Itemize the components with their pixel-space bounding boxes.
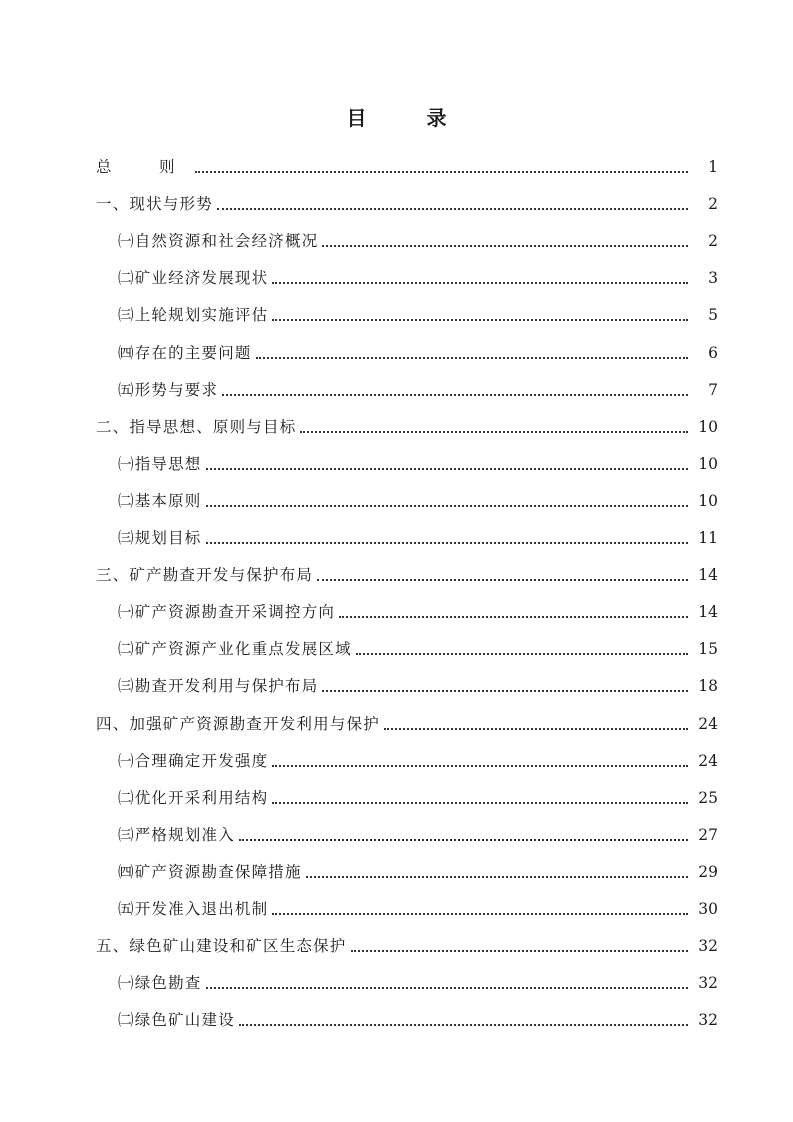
toc-leader-dots — [339, 616, 688, 618]
toc-entry-page-number: 2 — [708, 195, 718, 214]
toc-entry — [96, 771, 718, 808]
toc-leader-dots — [256, 357, 688, 359]
toc-entry-page-number: 14 — [698, 566, 718, 585]
toc-entry — [96, 437, 718, 474]
toc-entry-title: ㈣矿产资源勘查保障措施 — [118, 862, 302, 881]
toc-entry-title: ㈡绿色矿山建设 — [118, 1011, 235, 1030]
toc-entry-page-number: 30 — [698, 899, 718, 918]
toc-leader-dots — [272, 319, 688, 321]
toc-entry-page-number: 14 — [698, 603, 718, 622]
toc-entry — [96, 511, 718, 548]
toc-leader-dots — [306, 876, 688, 878]
toc-title: 目 录 — [346, 106, 467, 130]
toc-entry — [96, 845, 718, 882]
toc-entry-page-number: 32 — [698, 1011, 718, 1030]
toc-entry-page-number: 5 — [708, 306, 718, 325]
toc-entry-title: ㈢上轮规划实施评估 — [118, 306, 269, 325]
toc-entry-page-number: 1 — [708, 158, 718, 177]
toc-entry-page-number: 24 — [698, 751, 718, 770]
toc-entry — [96, 177, 718, 214]
toc-entry-title: ㈣存在的主要问题 — [118, 343, 252, 362]
toc-entry — [96, 956, 718, 993]
toc-entry-title: ㈤形势与要求 — [118, 380, 219, 399]
toc-entry — [96, 363, 718, 400]
toc-entry — [96, 474, 718, 511]
toc-entry-page-number: 7 — [708, 380, 718, 399]
toc-entry-page-number: 10 — [698, 454, 718, 473]
toc-entry-page-number: 24 — [698, 714, 718, 733]
toc-entry-title: ㈠指导思想 — [118, 454, 202, 473]
toc-entry-title: ㈡基本原则 — [118, 491, 202, 510]
toc-entry — [96, 325, 718, 362]
toc-leader-dots — [356, 653, 688, 655]
toc-entry-page-number: 25 — [698, 788, 718, 807]
toc-entry-title: ㈠合理确定开发强度 — [118, 751, 269, 770]
toc-entry — [96, 734, 718, 771]
toc-entry-title: ㈢勘查开发利用与保护布局 — [118, 677, 319, 696]
toc-entry-page-number: 11 — [698, 529, 718, 548]
toc-entry — [96, 622, 718, 659]
toc-list — [96, 140, 718, 1030]
toc-leader-dots — [322, 690, 688, 692]
toc-entry-title: ㈢严格规划准入 — [118, 825, 235, 844]
toc-entry-page-number: 27 — [698, 825, 718, 844]
toc-entry — [96, 882, 718, 919]
toc-entry-title: 五、绿色矿山建设和矿区生态保护 — [96, 937, 347, 956]
toc-entry — [96, 696, 718, 733]
toc-entry-title: 总 则 — [96, 158, 191, 177]
toc-entry-title: ㈡矿产资源产业化重点发展区域 — [118, 640, 352, 659]
toc-entry-page-number: 29 — [698, 862, 718, 881]
toc-entry — [96, 585, 718, 622]
toc-entry-page-number: 32 — [698, 974, 718, 993]
toc-leader-dots — [300, 431, 688, 433]
toc-leader-dots — [239, 1024, 688, 1026]
toc-entry-page-number: 15 — [698, 640, 718, 659]
toc-leader-dots — [322, 245, 688, 247]
toc-leader-dots — [217, 208, 688, 210]
toc-entry-title: ㈤开发准入退出机制 — [118, 899, 269, 918]
toc-leader-dots — [206, 505, 688, 507]
toc-entry — [96, 214, 718, 251]
toc-entry-page-number: 3 — [708, 269, 718, 288]
toc-entry-title: 三、矿产勘查开发与保护布局 — [96, 566, 314, 585]
toc-leader-dots — [272, 282, 688, 284]
toc-leader-dots — [351, 950, 688, 952]
toc-entry — [96, 251, 718, 288]
toc-entry-page-number: 32 — [698, 937, 718, 956]
toc-leader-dots — [222, 394, 688, 396]
toc-entry-title: 二、指导思想、原则与目标 — [96, 417, 297, 436]
toc-entry-page-number: 10 — [698, 491, 718, 510]
toc-leader-dots — [317, 579, 688, 581]
toc-entry — [96, 548, 718, 585]
toc-leader-dots — [206, 542, 688, 544]
toc-entry — [96, 659, 718, 696]
toc-entry-title: 一、现状与形势 — [96, 195, 213, 214]
toc-leader-dots — [206, 987, 688, 989]
toc-entry-page-number: 2 — [708, 232, 718, 251]
toc-entry — [96, 400, 718, 437]
toc-leader-dots — [206, 468, 688, 470]
toc-leader-dots — [272, 913, 688, 915]
toc-leader-dots — [272, 765, 688, 767]
toc-entry-title: ㈠绿色勘查 — [118, 974, 202, 993]
toc-leader-dots — [384, 728, 688, 730]
toc-entry-title: ㈢规划目标 — [118, 529, 202, 548]
toc-entry-title: ㈡矿业经济发展现状 — [118, 269, 269, 288]
toc-entry-page-number: 6 — [708, 343, 718, 362]
toc-entry — [96, 919, 718, 956]
toc-entry-title: 四、加强矿产资源勘查开发利用与保护 — [96, 714, 380, 733]
toc-entry — [96, 808, 718, 845]
toc-entry-page-number: 18 — [698, 677, 718, 696]
toc-entry — [96, 993, 718, 1030]
toc-entry-page-number: 10 — [698, 417, 718, 436]
toc-leader-dots — [195, 171, 688, 173]
toc-leader-dots — [239, 839, 688, 841]
toc-leader-dots — [272, 802, 688, 804]
toc-entry — [96, 140, 718, 177]
toc-entry-title: ㈠自然资源和社会经济概况 — [118, 232, 319, 251]
toc-entry — [96, 288, 718, 325]
toc-entry-title: ㈡优化开采利用结构 — [118, 788, 269, 807]
toc-entry-title: ㈠矿产资源勘查开采调控方向 — [118, 603, 336, 622]
